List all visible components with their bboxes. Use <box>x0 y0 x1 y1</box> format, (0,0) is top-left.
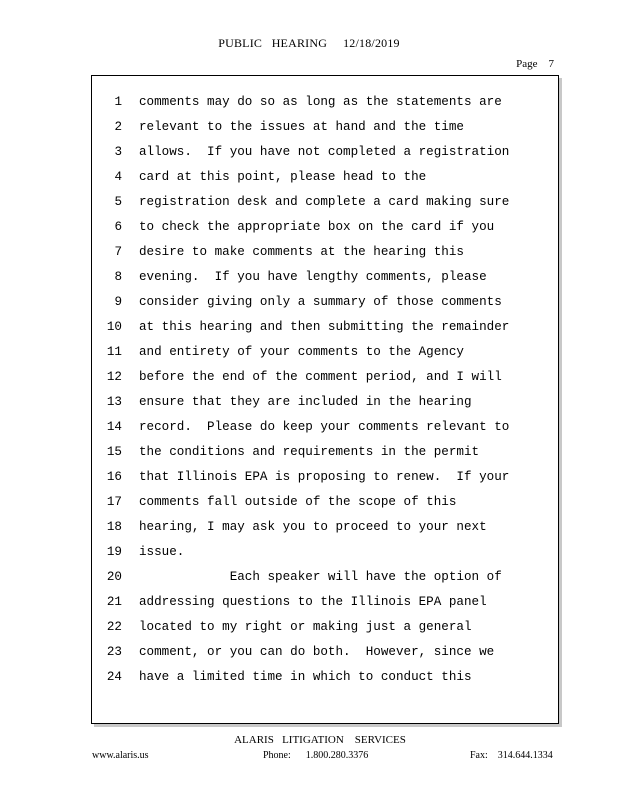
line-text: that Illinois EPA is proposing to renew. If your <box>139 470 510 484</box>
transcript-line <box>92 365 558 390</box>
page-number: Page 7 <box>516 58 554 70</box>
line-number: 16 <box>106 470 122 484</box>
transcript-line <box>92 440 558 465</box>
line-text: issue. <box>139 545 185 559</box>
line-text: have a limited time in which to conduct this <box>139 670 472 684</box>
line-number: 2 <box>114 120 122 134</box>
transcript-line <box>92 190 558 215</box>
line-text: registration desk and complete a card making sure <box>139 195 510 209</box>
line-text: hearing, I may ask you to proceed to your next <box>139 520 487 534</box>
line-number: 14 <box>106 420 122 434</box>
line-number: 3 <box>114 145 122 159</box>
transcript-line <box>92 590 558 615</box>
line-text: evening. If you have lengthy comments, please <box>139 270 487 284</box>
line-text: comments may do so as long as the statements are <box>139 95 502 109</box>
transcript-line <box>92 290 558 315</box>
line-text: relevant to the issues at hand and the time <box>139 120 464 134</box>
transcript-line <box>92 540 558 565</box>
transcript-line <box>92 215 558 240</box>
line-number: 23 <box>106 645 122 659</box>
line-number: 17 <box>106 495 122 509</box>
line-number: 7 <box>114 245 122 259</box>
transcript-line <box>92 315 558 340</box>
transcript-line <box>92 465 558 490</box>
line-number: 1 <box>114 95 122 109</box>
footer-phone: Phone: 1.800.280.3376 <box>263 750 369 761</box>
line-number: 15 <box>106 445 122 459</box>
transcript-line <box>92 340 558 365</box>
footer-website-link[interactable]: www.alaris.us <box>92 750 149 761</box>
line-text: before the end of the comment period, and I will <box>139 370 502 384</box>
footer-fax: Fax: 314.644.1334 <box>470 750 553 761</box>
line-number: 24 <box>106 670 122 684</box>
line-text: located to my right or making just a general <box>139 620 472 634</box>
transcript-line <box>92 90 558 115</box>
transcript-line <box>92 415 558 440</box>
transcript-line <box>92 265 558 290</box>
footer-company: ALARIS LITIGATION SERVICES <box>234 734 406 746</box>
line-text: the conditions and requirements in the permit <box>139 445 480 459</box>
line-text: comments fall outside of the scope of this <box>139 495 457 509</box>
line-text: desire to make comments at the hearing this <box>139 245 464 259</box>
transcript-line <box>92 165 558 190</box>
line-number: 8 <box>114 270 122 284</box>
line-text: Each speaker will have the option of <box>139 570 502 584</box>
transcript-line <box>92 490 558 515</box>
transcript-line <box>92 640 558 665</box>
line-number: 19 <box>106 545 122 559</box>
line-text: addressing questions to the Illinois EPA panel <box>139 595 487 609</box>
line-text: consider giving only a summary of those comments <box>139 295 502 309</box>
line-text: ensure that they are included in the hearing <box>139 395 472 409</box>
transcript-line <box>92 115 558 140</box>
line-text: card at this point, please head to the <box>139 170 427 184</box>
line-text: and entirety of your comments to the Agency <box>139 345 464 359</box>
line-number: 4 <box>114 170 122 184</box>
line-number: 12 <box>106 370 122 384</box>
transcript-line <box>92 565 558 590</box>
line-number: 9 <box>114 295 122 309</box>
line-number: 13 <box>106 395 122 409</box>
transcript-page <box>91 75 559 724</box>
line-number: 10 <box>106 320 122 334</box>
line-text: comment, or you can do both. However, since we <box>139 645 495 659</box>
line-text: allows. If you have not completed a registration <box>139 145 510 159</box>
transcript-line <box>92 515 558 540</box>
transcript-line <box>92 665 558 690</box>
line-number: 21 <box>106 595 122 609</box>
line-number: 18 <box>106 520 122 534</box>
line-number: 22 <box>106 620 122 634</box>
line-number: 5 <box>114 195 122 209</box>
line-number: 11 <box>106 345 122 359</box>
line-text: record. Please do keep your comments relevant to <box>139 420 510 434</box>
line-text: at this hearing and then submitting the remainder <box>139 320 510 334</box>
transcript-line <box>92 140 558 165</box>
line-number: 20 <box>106 570 122 584</box>
line-text: to check the appropriate box on the card if you <box>139 220 495 234</box>
transcript-line <box>92 390 558 415</box>
header-title: PUBLIC HEARING 12/18/2019 <box>218 36 400 50</box>
transcript-line <box>92 615 558 640</box>
transcript-line <box>92 240 558 265</box>
line-number: 6 <box>114 220 122 234</box>
